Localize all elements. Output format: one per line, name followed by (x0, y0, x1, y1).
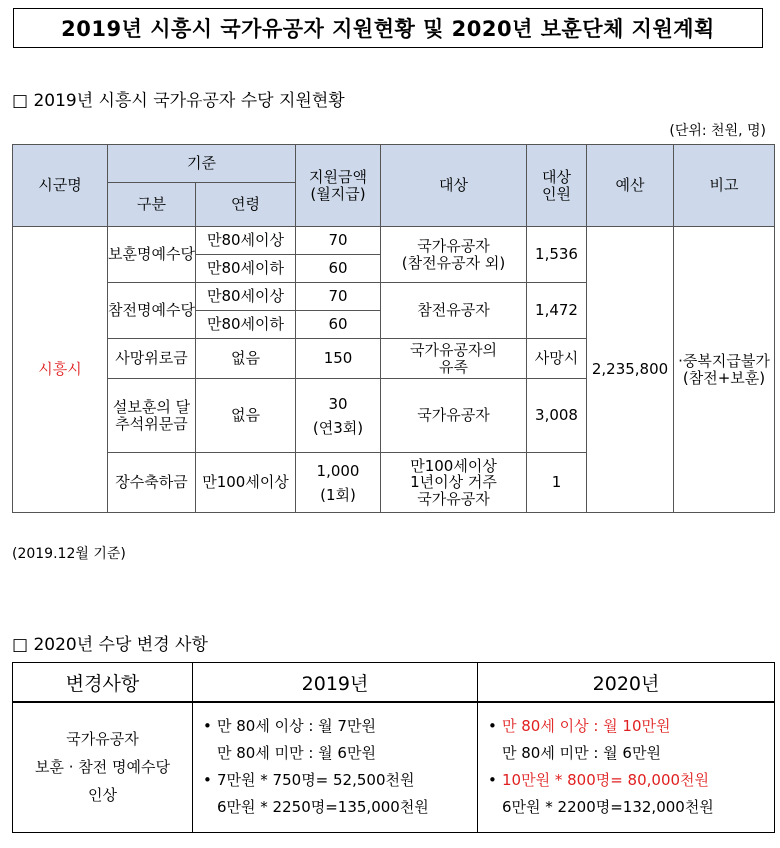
bullet: • (488, 717, 497, 736)
age-cell: 만80세이하 (196, 255, 296, 283)
line-text: 6만원 * 2250명=135,000천원 (217, 798, 429, 817)
age-cell: 만100세이상 (196, 453, 296, 513)
amount-cell: 60 (296, 311, 381, 339)
header-target: 대상 (381, 145, 527, 227)
count-cell: 3,008 (527, 379, 587, 453)
change-label-cell: 국가유공자 보훈 · 참전 명예수당 인상 (13, 702, 193, 832)
header-age: 연령 (196, 183, 296, 227)
age-cell: 없음 (196, 339, 296, 379)
header-category: 구분 (108, 183, 196, 227)
category-cell: 참전명예수당 (108, 283, 196, 339)
category-cell: 보훈명예수당 (108, 227, 196, 283)
header-change: 변경사항 (13, 663, 193, 703)
allowance-change-table (12, 662, 775, 833)
allowance-status-table (12, 144, 775, 513)
target-cell: 국가유공자 (381, 379, 527, 453)
list-item (203, 767, 477, 794)
header-count: 대상 인원 (527, 145, 587, 227)
age-cell: 만80세이상 (196, 283, 296, 311)
category-cell: 설보훈의 달 추석위문금 (108, 379, 196, 453)
list-item (203, 713, 477, 740)
target-cell: 만100세이상 1년이상 거주 국가유공자 (381, 453, 527, 513)
list-2020 (478, 702, 775, 832)
count-cell: 사망시 (527, 339, 587, 379)
list-item (488, 740, 774, 767)
target-cell: 국가유공자의 유족 (381, 339, 527, 379)
section-heading-2019: □ 2019년 시흥시 국가유공자 수당 지원현황 (12, 91, 345, 111)
header-amount: 지원금액 (월지급) (296, 145, 381, 227)
line-text: 만 80세 미만 : 월 6만원 (217, 744, 376, 763)
bullet: • (203, 717, 212, 736)
list-item (488, 794, 774, 821)
count-cell: 1,472 (527, 283, 587, 339)
list-item (488, 767, 774, 794)
line-text: 7만원 * 750명= 52,500천원 (217, 771, 415, 790)
line-text: 10만원 * 800명= 80,000천원 (502, 771, 710, 790)
line-text: 6만원 * 2200명=132,000천원 (502, 798, 714, 817)
header-criteria: 기준 (108, 145, 296, 183)
amount-cell: 60 (296, 255, 381, 283)
list-item (203, 740, 477, 767)
count-cell: 1 (527, 453, 587, 513)
category-cell: 장수축하금 (108, 453, 196, 513)
category-cell: 사망위로금 (108, 339, 196, 379)
remarks-cell: ·중복지급불가 (참전+보훈) (674, 227, 775, 513)
line-text: 만 80세 이상 : 월 7만원 (217, 717, 376, 736)
target-cell: 참전유공자 (381, 283, 527, 339)
header-2019: 2019년 (193, 663, 478, 703)
amount-cell: 150 (296, 339, 381, 379)
age-cell: 없음 (196, 379, 296, 453)
list-item (203, 794, 477, 821)
bullet: • (203, 771, 212, 790)
amount-cell: 70 (296, 227, 381, 255)
header-remarks: 비고 (674, 145, 775, 227)
city-cell: 시흥시 (13, 227, 108, 513)
amount-cell: 70 (296, 283, 381, 311)
count-cell: 1,536 (527, 227, 587, 283)
header-2020: 2020년 (478, 663, 775, 703)
list-item (488, 713, 774, 740)
line-text: 만 80세 미만 : 월 6만원 (502, 744, 661, 763)
budget-cell: 2,235,800 (587, 227, 674, 513)
reference-date-note: (2019.12월 기준) (12, 546, 126, 562)
amount-cell: 1,000 (1회) (296, 453, 381, 513)
bullet: • (488, 771, 497, 790)
amount-cell: 30 (연3회) (296, 379, 381, 453)
line-text: 만 80세 이상 : 월 10만원 (502, 717, 671, 736)
header-budget: 예산 (587, 145, 674, 227)
section-heading-2020: □ 2020년 수당 변경 사항 (12, 635, 208, 655)
age-cell: 만80세이상 (196, 227, 296, 255)
unit-note: (단위: 천원, 명) (669, 123, 766, 139)
header-city: 시군명 (13, 145, 108, 227)
list-2019 (193, 702, 478, 832)
target-cell: 국가유공자 (참전유공자 외) (381, 227, 527, 283)
page-title-text: 2019년 시흥시 국가유공자 지원현황 및 2020년 보훈단체 지원계획 (61, 17, 715, 41)
page-title (13, 8, 763, 48)
age-cell: 만80세이하 (196, 311, 296, 339)
